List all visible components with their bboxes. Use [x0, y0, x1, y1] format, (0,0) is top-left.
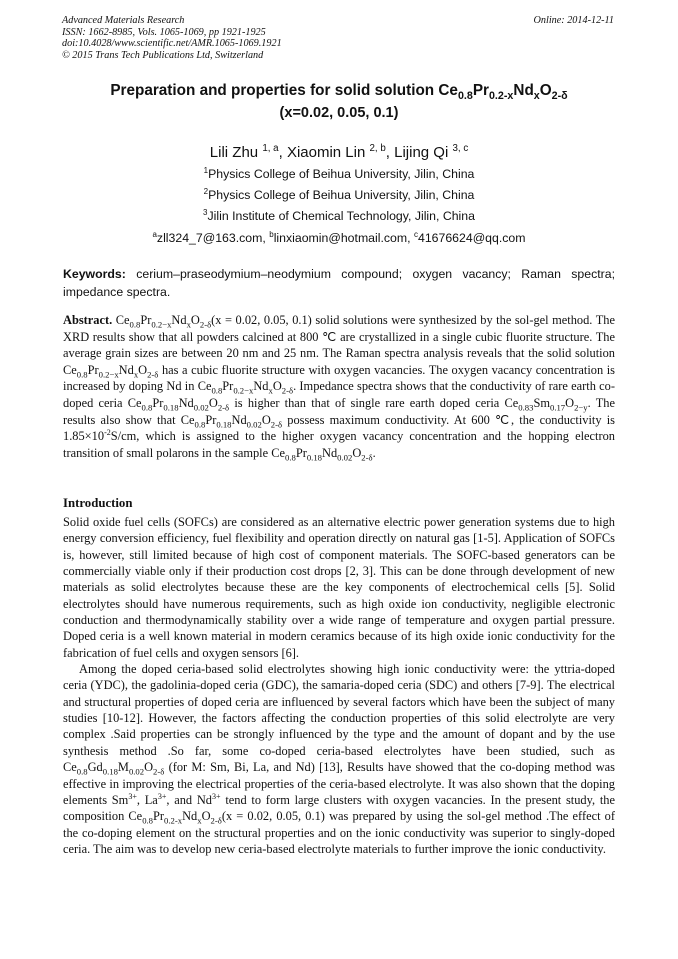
- email-list: $^a$zll324_7@163.com, $^b$linxiaomin@hotmail.com, $^c$41676624@qq.com: [152, 229, 526, 245]
- email-link[interactable]: linxiaomin@hotmail.com: [273, 231, 408, 245]
- introduction-body: [63, 514, 615, 857]
- affiliation: $^3$Jilin Institute of Chemical Technology, Jilin, China: [203, 207, 475, 223]
- copyright-line: © 2015 Trans Tech Publications Ltd, Switzerland: [62, 49, 264, 61]
- abstract-label: Abstract.: [63, 313, 113, 327]
- keywords-label: Keywords:: [63, 267, 126, 281]
- paper-title-line2: (x=0.02, 0.05, 0.1): [279, 105, 399, 121]
- section-heading-introduction: Introduction: [63, 496, 133, 510]
- keywords: Keywords: cerium–praseodymium–neodymium compound; oxygen vacancy; Raman spectra; impedance spectra.: [63, 267, 615, 299]
- journal-header: [62, 15, 282, 61]
- email-link[interactable]: 41676624@qq.com: [417, 231, 526, 245]
- paragraph: Solid oxide fuel cells (SOFCs) are considered as an alternative electric power generation systems due to high energy conversion efficiency, fuel flexibility and operation directly on natural gas [1-5]. Application of SOFCs is, however, still limited because of high cost of component materials. The SOFC-based generators can be commercially viable only if their production cost drops [2, 3]. This can be done through development of new materials as solid electrolytes because these are the key components of electrochemical cells [5]. Solid electrolytes should have numerous requirements, such as high oxide ion conductivity, negligible electronic conduction and thermodynamically stability over a wide range of temperature and oxygen partial pressure. Doped ceria is a well known material in modern ceramics because of its high oxide ionic conductivity for the fabrication of fuel cells and oxygen sensors [6].: [63, 515, 615, 660]
- author-name: Lijing Qi: [394, 144, 449, 161]
- author-name: Lili Zhu: [209, 144, 259, 161]
- online-date: Online: 2014-12-11: [533, 15, 614, 26]
- paper-title: Preparation and properties for solid solution $Ce_{0.8}Pr_{0.2-x}Nd_xO_{2-\delta}$: [110, 82, 568, 103]
- journal-name: Advanced Materials Research: [62, 15, 185, 26]
- author-list: Lili Zhu $^{1, a}$, Xiaomin Lin $^{2, b}$, Lijing Qi $^{3, c}$: [209, 143, 469, 161]
- issn-line: ISSN: 1662-8985, Vols. 1065-1069, pp 1921-1925: [62, 26, 266, 38]
- author-name: Xiaomin Lin: [286, 144, 366, 161]
- email-link[interactable]: zll324_7@163.com: [156, 231, 263, 245]
- abstract: Abstract. $Ce_{0.8}Pr_{0.2-x}Nd_xO_{2-\delta}(x = 0.02$, 0.05, 0.1) solid solutions were synthesized by the sol-gel method. The XRD results show that all powders calcined at 800 ℃ are crystallized in a single cubic fluorite structure. The average grain sizes are between 20 nm and 25 nm. The Raman spectra analysis reveals that the solid solution $Ce_{0.8}Pr_{0.2-x}Nd_xO_{2-\delta}$ has a cubic fluorite structure with oxygen vacancies. The oxygen vacancy concentration is increased by doping Nd in $Ce_{0.8}Pr_{0.2-x}Nd_xO_{2-\delta}$. Impedance spectra shows that the conductivity of rare earth co-doped ceria $Ce_{0.8}Pr_{0.18}Nd_{0.02}O_{2-\delta}$ is higher than that of single rare earth doped ceria $Ce_{0.83}Sm_{0.17}O_{2-y}$. The results also show that $Ce_{0.8}Pr_{0.18}Nd_{0.02}O_{2-\delta}$ possess maximum conductivity. At 600 ℃, the conductivity is $1.85\times 10^{-2}S/cm$, which is assigned to the higher oxygen vacancy concentration and the hopping electron transition of small polarons in the sample $Ce_{0.8}Pr_{0.18}Nd_{0.02}O_{2-\delta}$.: [63, 313, 615, 463]
- paragraph: Among the doped ceria-based solid electrolytes showing high ionic conductivity were: the yttria-doped ceria (YDC), the gadolinia-doped ceria (GDC), the samaria-doped ceria (SDC) and others [7-9]. The electrical and structural properties of doped ceria are influenced by several factors which have been the subject of many studies [10-12]. However, the factors affecting the conduction properties of this solid electrolyte are very complex .Said properties can be strongly influenced by the type and the amount of dopant and by the use synthesis method .So far, some co-doped ceria-based electrolytes have been studied, such as $Ce_{0.8}Gd_{0.18}M_{0.02}O_{2-\delta}$ (for M: Sm, Bi, La, and Nd) [13], Results have showed that the co-doping method was effective in improving the electrical properties of the ceria-based electrolyte. It was also shown that the doping elements $Sm^{3+}$, $La^{3+}$, and $Nd^{3+}$ tend to form large clusters with oxygen vacancies. In the present study, the composition $Ce_{0.8}Pr_{0.2-x}Nd_xO_{2-\delta}(x = 0.02$, 0.05, 0.1) was prepared by using the sol-gel method .The effect of the co-doping element on the structural properties and on the ionic conductivity was superior to singly-doped ceria. The aim was to develop new ceria-based electrolyte materials to further improve the ionic conductivity.: [63, 662, 615, 856]
- affiliation: $^1$Physics College of Beihua University, Jilin, China: [203, 165, 475, 181]
- affiliation: $^2$Physics College of Beihua University, Jilin, China: [203, 186, 475, 202]
- doi-line: doi:10.4028/www.scientific.net/AMR.1065-1069.1921: [62, 38, 282, 50]
